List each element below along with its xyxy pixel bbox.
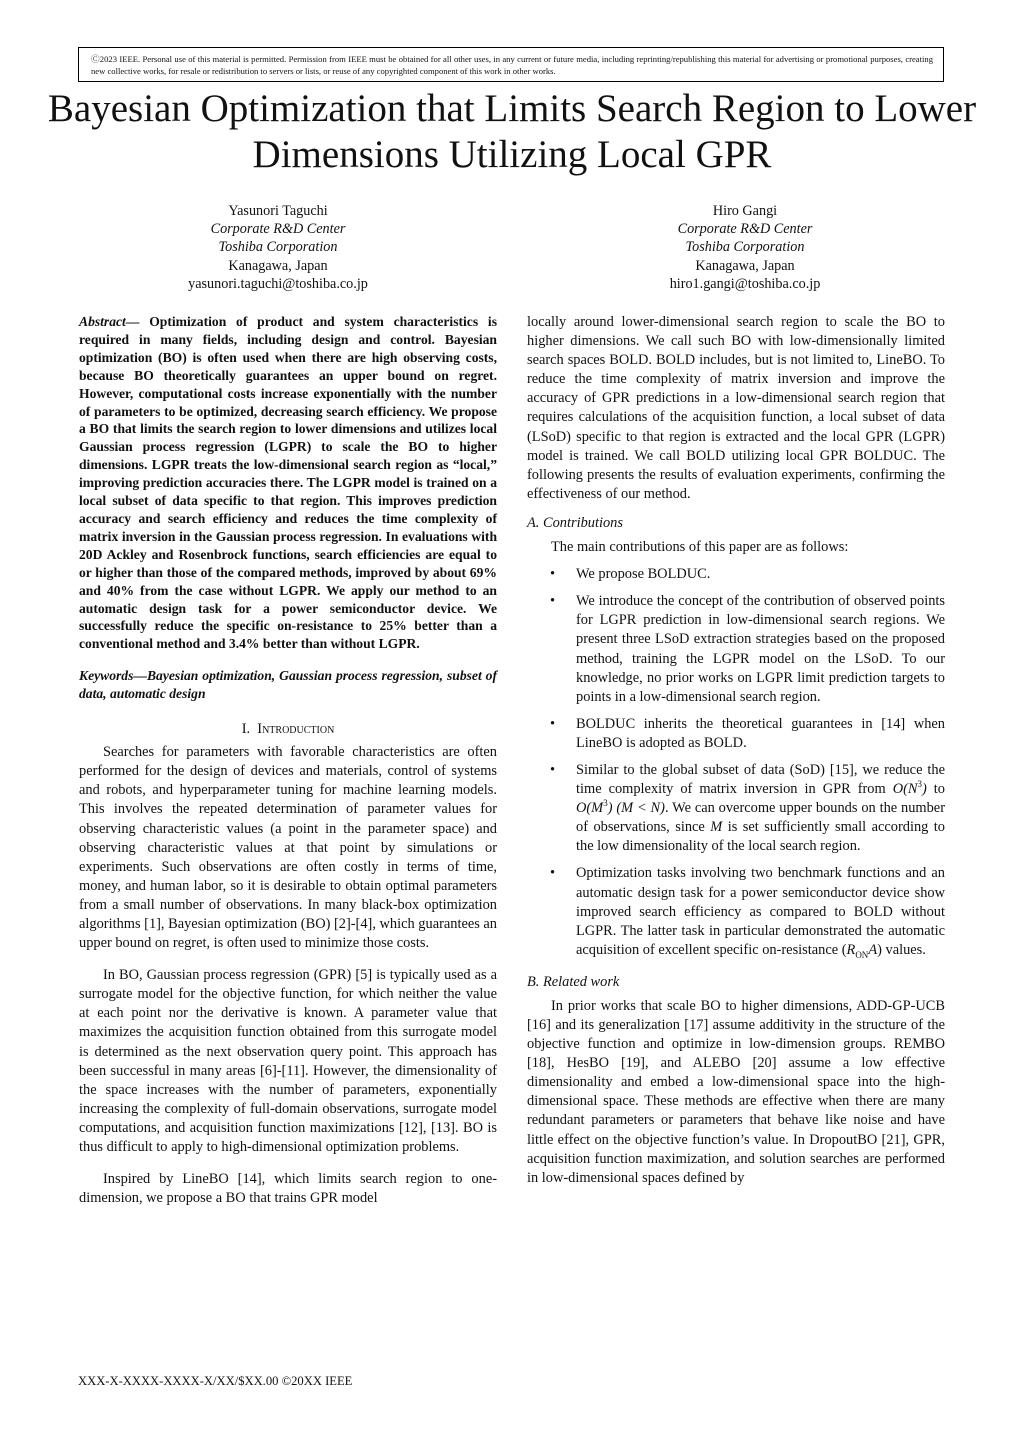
math-span: R xyxy=(846,941,856,958)
abstract-text: Optimization of product and system characteristics is required in many fields, including design and control. Bayesian optimization (BO) is often used when there are high observing costs, because BO theoretically guarantees an upper bound on regret. However, computational costs increase exponentially with the number of parameters to be optimized, decreasing search efficiency. We propose a BO that limits the search region to lower dimensions and utilizes local Gaussian process regression (LGPR) to scale the BO to higher dimensions. LGPR treats the low-dimensional search region as “local,” improving prediction accuracies there. The LGPR model is trained on a local subset of data specific to that region. This improves prediction accuracy and search efficiency and reduces the time complexity of matrix inversion in the Gaussian process regression. In evaluations with 20D Ackley and Rosenbrock functions, search efficiencies are equal to or higher than those of the compared methods, improved by about 69% and 40% from the case without LGPR. We apply our method to an automatic design task for a power semiconductor device. We successfully reduce the specific on-resistance to 25% better than a conventional method and 3.4% better than without LGPR. xyxy=(79,314,497,652)
author-block-1 xyxy=(128,202,428,293)
author-name: Yasunori Taguchi xyxy=(228,203,328,219)
author-organization: Toshiba Corporation xyxy=(685,239,805,256)
intro-paragraph-2: In BO, Gaussian process regression (GPR) [5] is typically used as a surrogate model for the objective function, for which neither the value at each point nor the derivative is known. A parameter value that maximizes the acquisition function obtained from this surrogate model is determined as the next observation query point. This approach has been successful in many areas [6]-[11]. However, the dimensionality of the space increases with the number of parameters, exponentially increasing the complexity of full-domain observations, surrogate model computations, and acquisition function maximizations [12], [13]. BO is thus difficult to apply to high-dimensional optimization problems. xyxy=(79,967,497,1155)
intro-paragraph-3-continued: locally around lower-dimensional search region to scale the BO to higher dimensions. We call such BO with low-dimensionally limited search spaces BOLD. BOLD includes, but is not limited to, LineBO. To reduce the time complexity of matrix inversion and improve the accuracy of GPR predictions in a low-dimensional search region that requires calculations of the acquisition function, a local subset of data (LSoD) specific to that region is extracted and the local GPR (LGPR) model is trained. We call BOLD utilizing local GPR BOLDUC. The following presents the results of evaluation experiments, confirming the effectiveness of our method. xyxy=(527,314,945,502)
text-span: Optimization tasks involving two benchmark functions and an automatic design task for a power semiconductor device show improved search efficiency as compared to BOLD without LGPR. The latter task in particular demonstrated the automatic acquisition of excellent specific on-resistance ( xyxy=(576,865,945,958)
author-name: Hiro Gangi xyxy=(712,203,778,219)
author-department: Corporate R&D Center xyxy=(677,221,813,238)
math-span: O(N xyxy=(892,781,918,798)
author-email: yasunori.taguchi@toshiba.co.jp xyxy=(188,275,368,292)
right-column xyxy=(527,313,945,1188)
subsection-heading-contributions: A. Contributions xyxy=(527,514,623,531)
contributions-list xyxy=(527,565,945,965)
math-superscript: 3 xyxy=(917,779,922,790)
keywords: Keywords—Bayesian optimization, Gaussian process regression, subset of data, automatic design xyxy=(79,668,497,702)
intro-paragraph-3: Inspired by LineBO [14], which limits search region to one-dimension, we propose a BO that trains GPR model xyxy=(79,1171,497,1207)
abstract-label: Abstract— xyxy=(79,314,140,329)
list-item: • BOLDUC inherits the theoretical guarantees in [14] when LineBO is adopted as BOLD. xyxy=(527,715,945,753)
section-number: I. xyxy=(241,721,251,738)
author-organization: Toshiba Corporation xyxy=(218,239,338,256)
subsection-heading-related-work: B. Related work xyxy=(527,973,620,990)
contributions-lead: The main contributions of this paper are as follows: xyxy=(551,539,849,556)
left-column xyxy=(79,313,497,1208)
text-span: to xyxy=(926,781,946,798)
author-department: Corporate R&D Center xyxy=(210,221,346,238)
author-location: Kanagawa, Japan xyxy=(695,257,795,274)
author-email: hiro1.gangi@toshiba.co.jp xyxy=(669,275,821,292)
author-location: Kanagawa, Japan xyxy=(228,257,328,274)
paper-title: Bayesian Optimization that Limits Search Region to Lower Dimensions Utilizing Local GPR xyxy=(47,87,977,176)
math-span: ) xyxy=(922,781,927,798)
intro-paragraph-1: Searches for parameters with favorable characteristics are often performed for the design of devices and materials, control of systems and robots, and hyperparameter tuning for machine learning models. This involves the repeated determination of parameter values for observing characteristic values (a point in the parameter space) and observing characteristic values at that point by simulations or experiments. Such observations are often costly in terms of time, money, and human labor, so it is desirable to obtain optimal parameters from a small number of observations. In many black-box optimization algorithms [1], Bayesian optimization (BO) [2]-[4], which guarantees an upper bound on regret, is often used to minimize those costs. xyxy=(79,744,498,952)
text-span: ) values. xyxy=(877,941,926,958)
text-span: . We can overcome upper bounds on the number of observations, since xyxy=(576,800,945,836)
text-span: is set sufficiently small according to the low dimensionality of the local search region. xyxy=(576,819,945,855)
list-item: • We introduce the concept of the contribution of observed points for LGPR prediction in low-dimensional search regions. We present three LSoD extraction strategies based on the proposed method, training the LGPR model on the LSoD. To our knowledge, no prior works on LGPR limit prediction targets to points in a low-dimensional search region. xyxy=(527,592,945,707)
abstract xyxy=(79,313,497,653)
list-item xyxy=(527,761,945,856)
math-span: A xyxy=(868,941,878,958)
copyright-notice: Ⓒ2023 IEEE. Personal use of this material is permitted. Permission from IEEE must be obtained for all other uses, in any current or future media, including reprinting/republishing this material for advertising or promotional purposes, creating new collective works, for resale or redistribution to servers or lists, or reuse of any copyrighted component of this work in other works. xyxy=(78,47,944,82)
math-span: O(M xyxy=(576,800,604,817)
section-heading-introduction xyxy=(79,720,497,739)
related-work-paragraph: In prior works that scale BO to higher dimensions, ADD-GP-UCB [16] and its generalization [17] assume additivity in the structure of the objective function and optimize in low-dimension groups. REMBO [18], HesBO [19], and ALEBO [20] assume a low effective dimensionality and embed a low-dimensional space into the high-dimensional space. These methods are effective when there are many redundant parameters or parameters that behave like noise and have little effect on the objective function’s value. In DropoutBO [21], GPR, acquisition function maximization, and solution searches are performed in low-dimensional spaces defined by xyxy=(527,997,945,1186)
math-span: M xyxy=(710,819,723,836)
math-subscript: ON xyxy=(855,949,869,960)
list-item: • We propose BOLDUC. xyxy=(527,565,945,584)
math-span: ) (M < N) xyxy=(607,800,665,817)
author-block-2 xyxy=(595,202,895,293)
page-footer: XXX-X-XXXX-XXXX-X/XX/$XX.00 ©20XX IEEE xyxy=(78,1374,353,1388)
section-title: Introduction xyxy=(257,721,335,738)
text-span: Similar to the global subset of data (SoD) [15], we reduce the time complexity of matrix inversion in GPR from xyxy=(576,761,945,798)
math-superscript: 3 xyxy=(603,798,608,809)
list-item xyxy=(527,864,945,964)
